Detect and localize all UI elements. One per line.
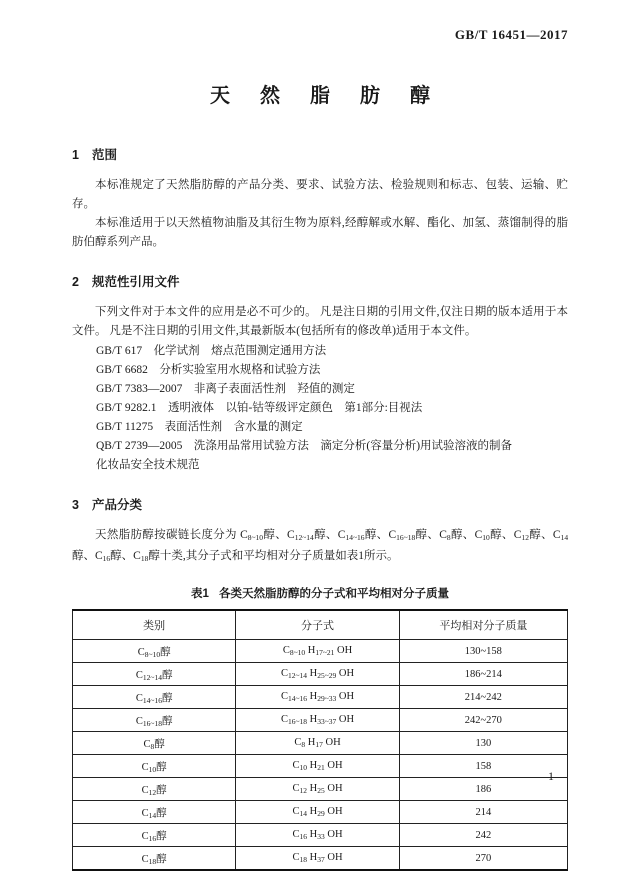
- cell-formula: $C_{16}$ $H_{33}$ OH: [236, 824, 399, 847]
- section-2-heading: [72, 272, 568, 290]
- table-1-caption: [72, 585, 568, 601]
- section-normative-references: [72, 272, 568, 475]
- reference-item: GB/T 7383—2007 非离子表面活性剂 羟值的测定: [96, 383, 355, 395]
- references-intro-paragraph: 下列文件对于本文件的应用是必不可少的。 凡是注日期的引用文件,仅注日期的版本适用于本文件。 凡是不注日期的引用文件,其最新版本(包括所有的修改单)适用于本文件。: [72, 306, 568, 337]
- reference-item: QB/T 2739—2005 洗涤用品常用试验方法 滴定分析(容量分析)用试验溶液的制备: [96, 440, 513, 452]
- table-row: [73, 640, 568, 663]
- section-2-title: 规范性引用文件: [91, 275, 180, 289]
- cell-formula: $C_{12\sim 14}$ $H_{25\sim 29}$ OH: [236, 663, 399, 686]
- cell-formula: $C_{12}$ $H_{25}$ OH: [236, 778, 399, 801]
- cell-category: $C_{12}$醇: [73, 778, 236, 801]
- cell-formula: $C_{16\sim 18}$ $H_{33\sim 37}$ OH: [236, 709, 399, 732]
- cell-formula: $C_{10}$ $H_{21}$ OH: [236, 755, 399, 778]
- table-row: [73, 755, 568, 778]
- reference-item: 化妆品安全技术规范: [96, 459, 200, 471]
- cell-molar-mass: 130~158: [399, 640, 567, 663]
- table-row: [73, 709, 568, 732]
- cell-category: $C_{16\sim 18}$醇: [73, 709, 236, 732]
- section-1-title: 范围: [91, 148, 117, 162]
- reference-item: GB/T 11275 表面活性剂 含水量的测定: [96, 421, 303, 433]
- table-row: [73, 732, 568, 755]
- reference-item: GB/T 6682 分析实验室用水规格和试验方法: [96, 364, 321, 376]
- section-3-heading: [72, 495, 568, 513]
- table-1-header: [73, 610, 568, 640]
- table-row: [73, 663, 568, 686]
- column-header-molar-mass: 平均相对分子质量: [399, 610, 567, 640]
- page-title-text: 天然脂肪醇: [210, 85, 460, 107]
- table-1-body: [73, 640, 568, 871]
- cell-category: $C_{8\sim 10}$醇: [73, 640, 236, 663]
- table-row: [73, 778, 568, 801]
- classification-paragraph: 天然脂肪醇按碳链长度分为 $C_{8\sim 10}$醇、$C_{12\sim 14}$醇、$C_{14\sim 16}$醇、$C_{16\sim 18}$醇、$C_8$醇、$C_{10}$醇、$C_{12}$醇、$C_{14}$醇、$C_{16}$醇、$C_{18}$醇十类,其分子式和平均相对分子质量如表1所示。: [72, 529, 569, 563]
- cell-molar-mass: 242~270: [399, 709, 567, 732]
- section-product-classification: [72, 495, 568, 568]
- table-row: [73, 801, 568, 824]
- cell-molar-mass: 270: [399, 847, 567, 871]
- section-3-title: 产品分类: [91, 498, 142, 512]
- standard-number: GB/T 16451—2017: [454, 27, 568, 42]
- cell-molar-mass: 158: [399, 755, 567, 778]
- cell-molar-mass: 214~242: [399, 686, 567, 709]
- cell-formula: $C_{18}$ $H_{37}$ OH: [236, 847, 399, 871]
- cell-molar-mass: 242: [399, 824, 567, 847]
- column-header-formula: 分子式: [236, 610, 399, 640]
- table-1: [72, 609, 568, 871]
- section-2-number: 2: [72, 275, 79, 289]
- page-number: 1: [548, 769, 554, 783]
- table-row: [73, 686, 568, 709]
- cell-category: $C_{14}$醇: [73, 801, 236, 824]
- section-scope: [72, 145, 568, 252]
- section-1-heading: [72, 145, 568, 163]
- cell-category: $C_{18}$醇: [73, 847, 236, 871]
- table-1-caption-text: 各类天然脂肪醇的分子式和平均相对分子质量: [218, 588, 449, 600]
- section-1-number: 1: [72, 148, 79, 162]
- cell-category: $C_8$醇: [73, 732, 236, 755]
- scope-paragraph-2: 本标准适用于以天然植物油脂及其衍生物为原料,经醇解或水解、酯化、加氢、蒸馏制得的脂肪伯醇系列产品。: [72, 217, 568, 248]
- cell-category: $C_{16}$醇: [73, 824, 236, 847]
- table-1-caption-label: 表1: [191, 588, 209, 600]
- reference-item: GB/T 617 化学试剂 熔点范围测定通用方法: [96, 345, 327, 357]
- table-row: [73, 847, 568, 871]
- scope-paragraph-1: 本标准规定了天然脂肪醇的产品分类、要求、试验方法、检验规则和标志、包装、运输、贮存。: [72, 179, 568, 210]
- cell-category: $C_{12\sim 14}$醇: [73, 663, 236, 686]
- cell-formula: $C_{14}$ $H_{29}$ OH: [236, 801, 399, 824]
- cell-formula: $C_{14\sim 16}$ $H_{29\sim 33}$ OH: [236, 686, 399, 709]
- table-header-row: [73, 610, 568, 640]
- cell-formula: $C_{8\sim 10}$ $H_{17\sim 21}$ OH: [236, 640, 399, 663]
- cell-formula: $C_8$ $H_{17}$ OH: [236, 732, 399, 755]
- reference-list: [72, 342, 568, 475]
- cell-molar-mass: 186: [399, 778, 567, 801]
- cell-category: $C_{10}$醇: [73, 755, 236, 778]
- page-title: [72, 73, 568, 110]
- column-header-category: 类别: [73, 610, 236, 640]
- reference-item: GB/T 9282.1 透明液体 以铂-钴等级评定颜色 第1部分:目视法: [96, 402, 423, 414]
- cell-molar-mass: 214: [399, 801, 567, 824]
- cell-molar-mass: 186~214: [399, 663, 567, 686]
- cell-molar-mass: 130: [399, 732, 567, 755]
- cell-category: $C_{14\sim 16}$醇: [73, 686, 236, 709]
- section-3-number: 3: [72, 498, 79, 512]
- table-row: [73, 824, 568, 847]
